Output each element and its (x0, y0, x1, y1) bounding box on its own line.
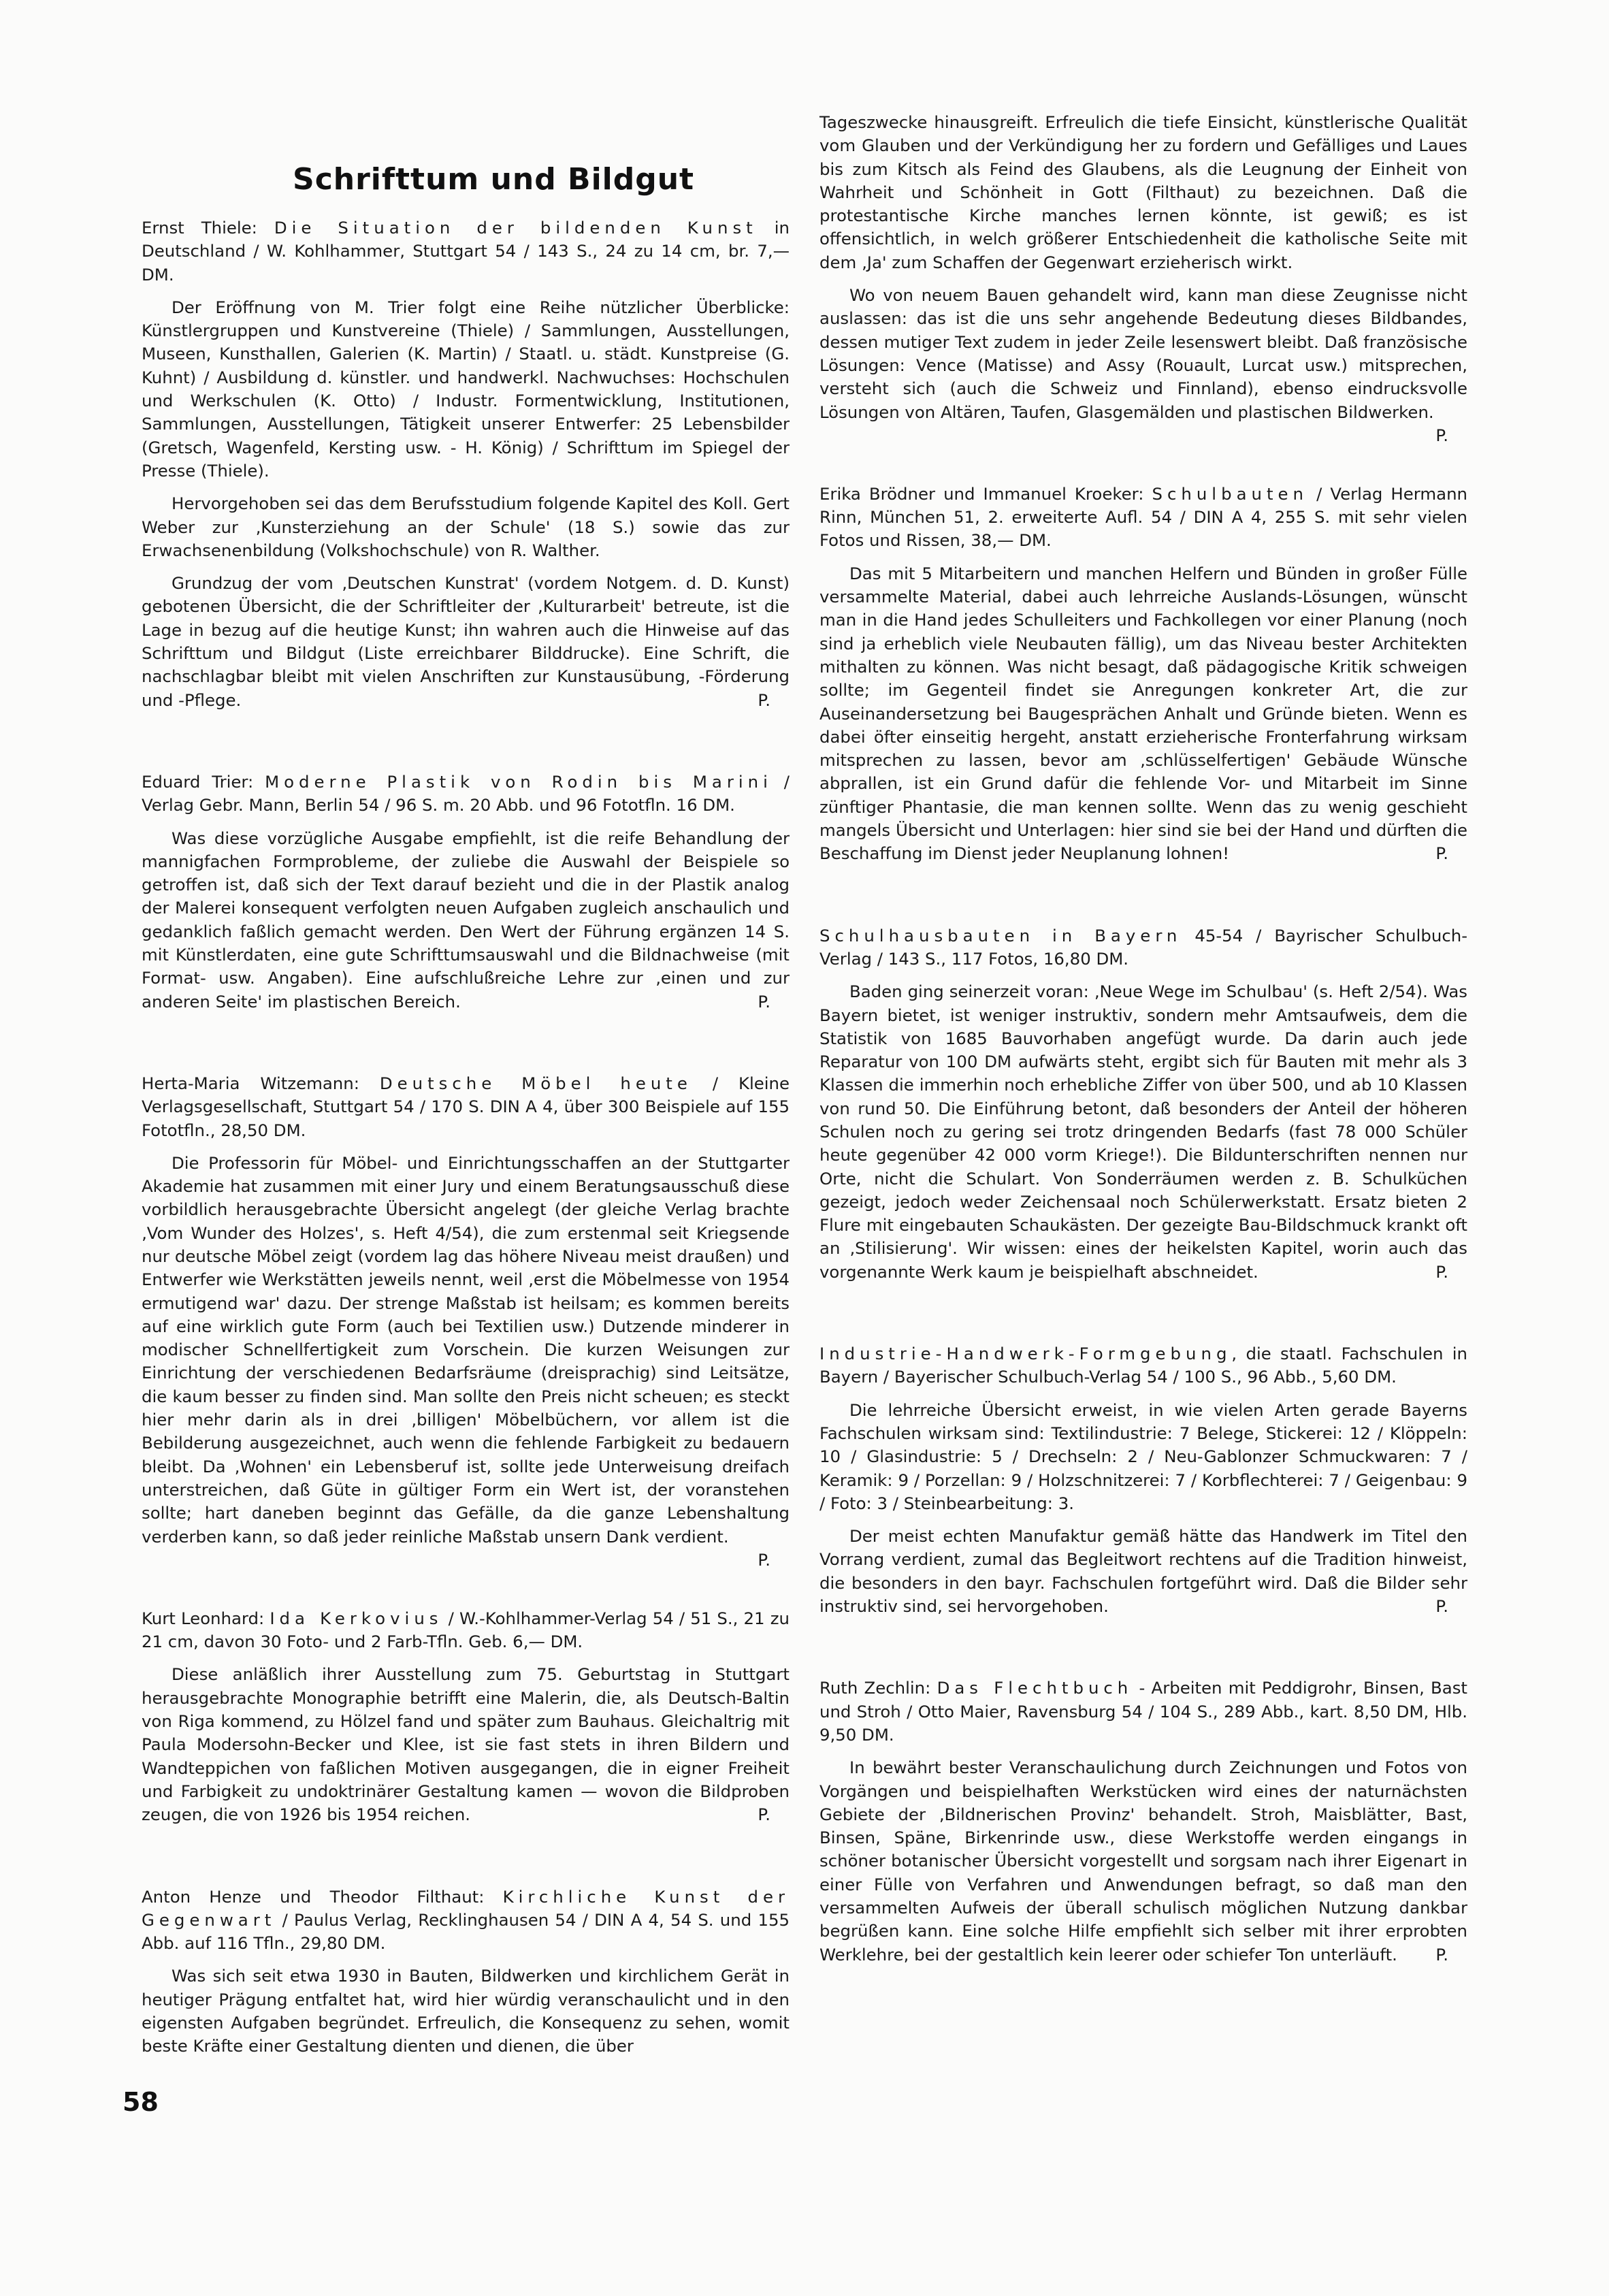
author: Ruth Zechlin: (819, 1678, 931, 1698)
author: Eduard Trier: (142, 771, 254, 792)
publication-info: 45-54 / Bayrischer Schulbuch-Verlag / 143 S., 117 Fotos, 16,80 DM. (819, 925, 1467, 969)
author: Erika Brödner und Immanuel Kroeker: (819, 483, 1144, 504)
review-text: Was diese vorzügliche Ausgabe empfiehlt, ist die reife Behandlung der mannigfachen Formprobleme, der zuliebe die Auswahl der Beispiele so getroffen ist, daß sich der Text darauf bezieht und die in der Plastik analog der Malerei konsequent verfolgten neuen Aufgaben zugleich anschaulich und gedanklich faßlich gemacht werden. Den Wert der Führung ergänzen 14 S. mit Künstlerdaten, eine gute Schrifttumsauswahl und die Bildnachweise (mit Format- usw. Angaben). Eine aufschlußreiche Lehre zur ‚einen und zur anderen Seite' im plastischen Bereich. (142, 828, 790, 1012)
publication-info: / Verlag Hermann Rinn, München 51, 2. erweiterte Aufl. 54 / DIN A 4, 255 S. mit sehr vielen Fotos und Rissen, 38,— DM. (819, 483, 1467, 551)
review-text: Der meist echten Manufaktur gemäß hätte das Handwerk im Titel den Vorrang verdient, zumal das Begleitwort rechtens auf die Tradition hinweist, die besonders in den bayr. Fachschulen fortgeführt wird. Daß die Bilder sehr instruktiv sind, sei hervorgehoben. (819, 1526, 1467, 1617)
review-paragraph (142, 827, 790, 1014)
work-title: Schulbauten (1152, 483, 1309, 504)
review-text: Das mit 5 Mitarbeitern und manchen Helfern und Bünden in großer Fülle versammelte Material, dabei auch lehrreiche Auslands-Lösungen, wünscht man in die Hand jedes Schulleiters und Fachkollegen vor einer Planung (noch sind ja erheblich viele Neubauten fällig), um das Niveau bester Architekten mithalten zu können. Was nicht besagt, daß pädagogische Kritik schweigen sollte; im Gegenteil findet sie Anregungen konkreter Art, die zur Auseinandersetzung bei Baugesprächen Anhalt und Gründe bieten. Wenn es dabei öfter einseitig hergeht, anstatt erzieherische Fronterfahrung wirksam mitsprechen zu lassen, bevor am ‚schlüsselfertigen' Gebäude Wünsche abprallen, ist ein Grund dafür die fehlende Vor- und Mitarbeit im Sinne zünftiger Phantasie, die man kennen sollte. Wenn das zu wenig geschieht mangels Übersicht und Unterlagen: hier sind sie bei der Hand und dürften die Beschaffung im Dienst jeder Neuplanung lohnen! (819, 563, 1467, 864)
review-text: In bewährt bester Veranschaulichung durch Zeichnungen und Fotos von Vorgängen und beispielhaften Werkstücken wird eines der naturnächsten Gebiete der ‚Bildnerischen Provinz' behandelt. Stroh, Maisblätter, Bast, Binsen, Späne, Birkenrinde usw., diese Werkstoffe werden eingangs in schöner botanischer Übersicht vorgestellt und sorgsam nach ihrer Eigenart in einer Fülle von Verfahren und Anwendungen befragt, so daß man den versammelten Aufweis der überall schulisch möglichen Nutzung dankbar begrüßen kann. Eine solche Hilfe empfiehlt sich selber mit ihrer erprobten Werklehre, bei der gestaltlich kein leerer oder schiefer Ton unterläuft. (819, 1758, 1467, 1964)
publication-info: , die staatl. Fachschulen in Bayern / Bayerischer Schulbuch-Verlag 54 / 100 S., 96 Abb., 5,60 DM. (819, 1344, 1467, 1387)
citation (142, 1886, 790, 1956)
signature: P. (1435, 425, 1448, 445)
review-text: Baden ging seinerzeit voran: ‚Neue Wege im Schulbau' (s. Heft 2/54). Was Bayern bietet, ist weniger instruktiv, sondern mehr Amtsaufweis, dem die Statistik von 1685 Bauvorhaben angefügt wurde. Da darin auch jede Reparatur von 100 DM aufwärts steht, ergibt sich für Bauten mit mehr als 3 Klassen die immerhin noch erhebliche Ziffer von über 500, und ab 10 Klassen von rund 50. Die Einführung betont, daß besonders der Anteil der höheren Schulen noch zu gering sei trotz dringenden Bedarfs (fast 78 000 Schüler heute gegenüber 42 000 vorm Kriege!). Die Bildunterschriften nennen nur Orte, nicht die Schulart. Von Sonderräumen werden z. B. Schulküchen gezeigt, jedoch weder Zeichensaal noch Schülerwerkstatt. Ersatz bieten 2 Flure mit eingebauten Schaukästen. Der gezeigte Bau-Bildschmuck krankt oft an ‚Stilisierung'. Wir wissen: eines der heikelsten Kapitel, worin auch das vorgenannte Werk kaum je beispielhaft abschneidet. (819, 982, 1467, 1282)
review-paragraph (819, 562, 1467, 866)
author: Kurt Leonhard: (142, 1608, 265, 1628)
citation (142, 216, 790, 287)
review-paragraph: Die lehrreiche Übersicht erweist, in wie vielen Arten gerade Bayerns Fachschulen wirksam sind: Textilindustrie: 7 Belege, Stickerei: 12 / Klöppeln: 10 / Glasindustrie: 5 / Drechseln: 2 / Neu-Gablonzer Schmuckwaren: 7 / Keramik: 9 / Porzellan: 9 / Holzschnitzerei: 7 / Korbflechterei: 7 / Geigenbau: 9 / Foto: 3 / Steinbearbeitung: 3. (819, 1400, 1467, 1513)
review-zechlin (819, 1677, 1467, 1967)
publication-info: / Kleine Verlagsgesellschaft, Stuttgart 54 / 170 S. DIN A 4, über 300 Beispiele auf 155 Fototfln., 28,50 DM. (142, 1073, 790, 1140)
review-text: Diese anläßlich ihrer Ausstellung zum 75. Geburtstag in Stuttgart herausgebrachte Monographie betrifft eine Malerin, die, als Deutsch-Baltin von Riga kommend, zu Hölzel fand und später zum Bauhaus. Gleichaltrig mit Paula Modersohn-Becker und Klee, ist sie fast stets in ihren Bildern und Wandteppichen von faßlichen Motiven ausgegangen, die in eigner Freiheit und Farbigkeit zu undoktrinärer Gestaltung kamen — wovon die Bildproben zeugen, die von 1926 bis 1954 reichen. (142, 1664, 790, 1825)
review-text: Wo von neuem Bauen gehandelt wird, kann man diese Zeugnisse nicht auslassen: das ist die uns sehr angehende Bedeutung dieses Bildbandes, dessen mutiger Text zudem in jeder Zeile lesenswert bleibt. Daß französische Lösungen: Vence (Matisse) and Assy (Rouault, Lurcat usw.) mitsprechen, versteht sich (auch die Schweiz und Finnland), ebenso eindrucksvolle Lösungen von Altären, Taufen, Glasgemälden und plastischen Bildwerken. (819, 285, 1467, 422)
review-paragraph (819, 284, 1467, 445)
review-industrie-handwerk (819, 1342, 1467, 1618)
publication-info: - Arbeiten mit Peddigrohr, Binsen, Bast und Stroh / Otto Maier, Ravensburg 54 / 104 S., 289 Abb., kart. 8,50 DM, Hlb. 9,50 DM. (819, 1678, 1467, 1745)
review-paragraph (142, 572, 790, 712)
signature: P. (1435, 1261, 1448, 1282)
citation (142, 1072, 790, 1142)
review-henze-filthaut-continued (819, 111, 1467, 445)
work-title: Das Flechtbuch (937, 1678, 1133, 1698)
review-paragraph: Hervorgehoben sei das dem Berufsstudium folgende Kapitel des Koll. Gert Weber zur ‚Kunsterziehung an der Schule' (18 S.) sowie das zur Erwachsenenbildung (Volkshochschule) von R. Walther. (142, 494, 790, 560)
work-title: Moderne Plastik von Rodin bis Marini (265, 771, 773, 792)
right-column (819, 111, 1467, 2025)
signature: P. (758, 991, 770, 1012)
signature: P. (758, 1805, 770, 1825)
citation (819, 1677, 1467, 1747)
citation (819, 483, 1467, 553)
review-paragraph (819, 1756, 1467, 1967)
work-title: Kirchliche Kunst der Gegenwart (142, 1886, 790, 1930)
review-leonhard (142, 1607, 790, 1827)
review-thiele (142, 216, 790, 712)
signature: P. (1435, 843, 1448, 864)
review-paragraph (819, 1525, 1467, 1618)
review-paragraph (142, 1152, 790, 1570)
review-broedner-kroeker (819, 483, 1467, 866)
left-column (142, 216, 790, 2117)
signature: P. (758, 690, 770, 710)
publication-info: in Deutschland / W. Kohlhammer, Stuttgart 54 / 143 S., 24 zu 14 cm, br. 7,— DM. (142, 218, 790, 285)
review-paragraph (142, 1663, 790, 1826)
citation (819, 1342, 1467, 1389)
signature: P. (1435, 1596, 1448, 1617)
page-title: Schrifttum und Bildgut (293, 162, 695, 197)
work-title: Deutsche Möbel heute (379, 1073, 692, 1093)
review-paragraph: Was sich seit etwa 1930 in Bauten, Bildwerken und kirchlichem Gerät in heutiger Prägung entfaltet hat, wird hier würdig veranschaulicht und in den eigensten Aufgaben begründet. Erfreulich, die Konsequenz zu sehen, womit beste Kräfte einer Gestaltung dienten und dienen, die über (142, 1966, 790, 2056)
publication-info: / Paulus Verlag, Recklinghausen 54 / DIN A 4, 54 S. und 155 Abb. auf 116 Tfln., 29,80 DM. (142, 1909, 790, 1954)
signature: P. (758, 1549, 770, 1570)
review-schulhausbauten (819, 924, 1467, 1284)
publication-info: / Verlag Gebr. Mann, Berlin 54 / 96 S. m. 20 Abb. und 96 Fototfln. 16 DM. (142, 771, 790, 815)
review-text: Grundzug der vom ‚Deutschen Kunstrat' (vordem Notgem. d. D. Kunst) gebotenen Übersicht, die der Schriftleiter der ‚Kulturarbeit' betreute, ist die Lage in bezug auf die heutige Kunst; ihn wahren auch die Hinweise auf das Schrifttum und Bildgut (Liste erreichbarer Bilddrucke). Eine Schrift, die nachschlagbar bleibt mit vielen Anschriften zur Kunstausübung, -Förderung und -Pflege. (142, 573, 790, 710)
citation (142, 1607, 790, 1654)
review-trier (142, 771, 790, 1014)
review-paragraph: Tageszwecke hinausgreift. Erfreulich die tiefe Einsicht, künstlerische Qualität vom Glauben und der Verkündigung her zu fordern und Gefälliges und Laues bis zum Kitsch als Feind des Glaubens, als die Leugnung der Einheit von Wahrheit und Schönheit in Gott (Filthaut) zu bezeichnen. Daß die protestantische Kirche manches lernen könnte, ist gewiß; es ist offensichtlich, in welch größerer Entschiedenheit die katholische Seite mit dem ‚Ja' zum Schaffen der Gegenwart erzieherisch wirkt. (819, 112, 1467, 272)
author: Anton Henze und Theodor Filthaut: (142, 1886, 485, 1907)
citation (819, 924, 1467, 971)
citation (142, 771, 790, 818)
author: Herta-Maria Witzemann: (142, 1073, 359, 1093)
review-paragraph (819, 980, 1467, 1284)
author: Ernst Thiele: (142, 218, 257, 238)
signature: P. (1435, 1944, 1448, 1964)
publication-info: / W.-Kohlhammer-Verlag 54 / 51 S., 21 zu 21 cm, davon 30 Foto- und 2 Farb-Tfln. Geb. 6,— DM. (142, 1608, 790, 1652)
review-paragraph: Der Eröffnung von M. Trier folgt eine Reihe nützlicher Überblicke: Künstlergruppen und Kunstvereine (Thiele) / Sammlungen, Ausstellungen, Museen, Kunsthallen, Galerien (K. Martin) / Staatl. u. städt. Kunstpreise (G. Kuhnt) / Ausbildung d. künstler. und handwerkl. Nachwuchses: Hochschulen und Werkschulen (K. Otto) / Industr. Formentwicklung, Institutionen, Sammlungen, Ausstellungen, Tätigkeit unserer Entwerfer: 25 Lebensbilder (Gretsch, Wagenfeld, Kersting usw. - H. König) / Schrifttum im Spiegel der Presse (Thiele). (142, 297, 790, 481)
work-title: Industrie-Handwerk-Formgebung (819, 1344, 1232, 1364)
work-title: Die Situation der bildenden Kunst (274, 218, 758, 238)
work-title: Schulhausbauten in Bayern (819, 925, 1182, 945)
work-title: Ida Kerkovius (270, 1608, 443, 1628)
review-henze-filthaut (142, 1886, 790, 2058)
page-number: 58 (123, 2087, 159, 2117)
review-text: Die Professorin für Möbel- und Einrichtungsschaffen an der Stuttgarter Akademie hat zusammen mit einer Jury und einem Beratungsausschuß diese vorbildlich herausgebrachte Übersicht angelegt (der gleiche Verlag brachte ‚Vom Wunder des Holzes', s. Heft 4/54), die zum erstenmal seit Kriegsende nur deutsche Möbel zeigt (vordem lag das höhere Niveau meist draußen) und Entwerfer wie Werkstätten jeweils nennt, weil ‚erst die Möbelmesse von 1954 ermutigend war' dazu. Der strenge Maßstab ist heilsam; es kommen bereits auf eine wirklich gute Form (auch bei Textilien usw.) Dutzende minderer in modischer Schnellfertigkeit zum Vorschein. Die kurzen Weisungen zur Einrichtung der verschiedenen Bedarfsräume (dreisprachig) sind Leitsätze, die kaum besser zu finden sind. Man sollte den Preis nicht scheuen; es steckt hier mehr darin als in drei ‚billigen' Möbelbüchern, vor allem ist die Bebilderung ausgezeichnet, auch wenn die fehlende Farbigkeit zu bedauern bleibt. Da ‚Wohnen' ein Lebensberuf ist, sollte jede Unterweisung dreifach unterstreichen, daß Güte in gültiger Form ein Wert ist, der voranstehen sollte; hart daneben beginnt das Gefälle, da die ganze Lebenshaltung verderben kann, so daß jeder reinliche Maßstab unsern Dank verdient. (142, 1152, 790, 1547)
review-witzemann (142, 1072, 790, 1570)
